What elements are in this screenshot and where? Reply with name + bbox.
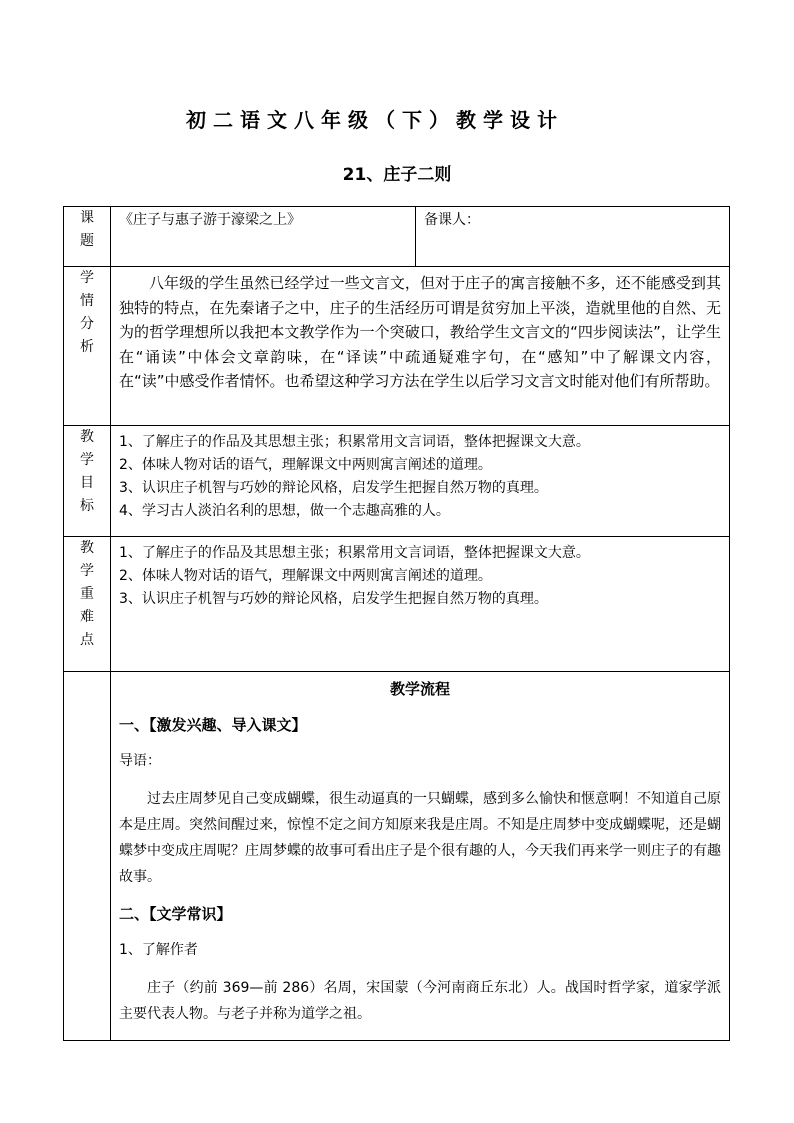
- sub-heading: 1、了解作者: [119, 942, 198, 958]
- course-label: 课 题: [64, 207, 111, 267]
- section-heading: 二、【文学常识】: [119, 905, 232, 923]
- goal-item: 1、了解庄子的作品及其思想主张；积累常用文言词语，整体把握课文大意。: [119, 434, 590, 450]
- process-title: 教学流程: [389, 680, 450, 698]
- course-row: [64, 207, 730, 267]
- document-title: 初二语文八年级（下）教学设计: [186, 108, 564, 132]
- analysis-row: [64, 267, 730, 426]
- goal-item: 2、体味人物对话的语气，理解课文中两则寓言阐述的道理。: [119, 457, 492, 473]
- lesson-plan-table: [63, 206, 730, 1041]
- process-label-cell: [64, 672, 111, 1041]
- analysis-cell: [111, 267, 730, 426]
- goal-item: 3、认识庄子机智与巧妙的辩论风格，启发学生把握自然万物的真理。: [119, 480, 548, 496]
- preparer-cell: [416, 207, 730, 267]
- intro-label: 导语：: [119, 753, 161, 769]
- course-title: 《庄子与惠子游于濠梁之上》: [119, 212, 301, 228]
- process-row: [64, 672, 730, 1041]
- difficulty-item: 3、认识庄子机智与巧妙的辩论风格，启发学生把握自然万物的真理。: [119, 591, 548, 607]
- difficulties-label: 教 学 重 难 点: [64, 537, 111, 672]
- difficulty-item: 2、体味人物对话的语气，理解课文中两则寓言阐述的道理。: [119, 568, 492, 584]
- process-cell: [111, 672, 730, 1041]
- goals-row: [64, 426, 730, 537]
- lesson-subtitle: 21、庄子二则: [342, 165, 452, 185]
- difficulty-item: 1、了解庄子的作品及其思想主张；积累常用文言词语，整体把握课文大意。: [119, 545, 590, 561]
- difficulties-row: [64, 537, 730, 672]
- preparer-label: 备课人：: [424, 212, 480, 228]
- intro-text: 过去庄周梦见自己变成蝴蝶，很生动逼真的一只蝴蝶，感到多么愉快和惬意啊！不知道自己原本是庄周。突然间醒过来，惊惶不定之间方知原来我是庄周。不知是庄周梦中变成蝴蝶呢，还是蝴蝶梦中变成庄周呢？庄周梦蝶的故事可看出庄子是个很有趣的人，今天我们再来学一则庄子的有趣故事。: [119, 791, 721, 885]
- section-heading: 一、【激发兴趣、导入课文】: [119, 716, 307, 734]
- difficulties-cell: [111, 537, 730, 672]
- analysis-label: 学 情 分 析: [64, 267, 111, 426]
- goal-item: 4、学习古人淡泊名利的思想，做一个志趣高雅的人。: [119, 503, 450, 519]
- goals-cell: [111, 426, 730, 537]
- author-text: 庄子（约前 369—前 286）名周，宋国蒙（今河南商丘东北）人。战国时哲学家，道家学派主要代表人物。与老子并称为道学之祖。: [119, 980, 721, 1022]
- analysis-text: 八年级的学生虽然已经学过一些文言文，但对于庄子的寓言接触不多，还不能感受到其独特的特点，在先秦诸子之中，庄子的生活经历可谓是贫穷加上平淡，造就里他的自然、无为的哲学理想所以我把本文教学作为一个突破口，教给学生文言文的“四步阅读法”，让学生在“诵读”中体会文章韵味，在“译读”中疏通疑难字句，在“感知”中了解课文内容，在“读”中感受作者情怀。也希望这种学习方法在学生以后学习文言文时能对他们有所帮助。: [119, 274, 721, 390]
- course-title-cell: [111, 207, 416, 267]
- goals-label: 教 学 目 标: [64, 426, 111, 537]
